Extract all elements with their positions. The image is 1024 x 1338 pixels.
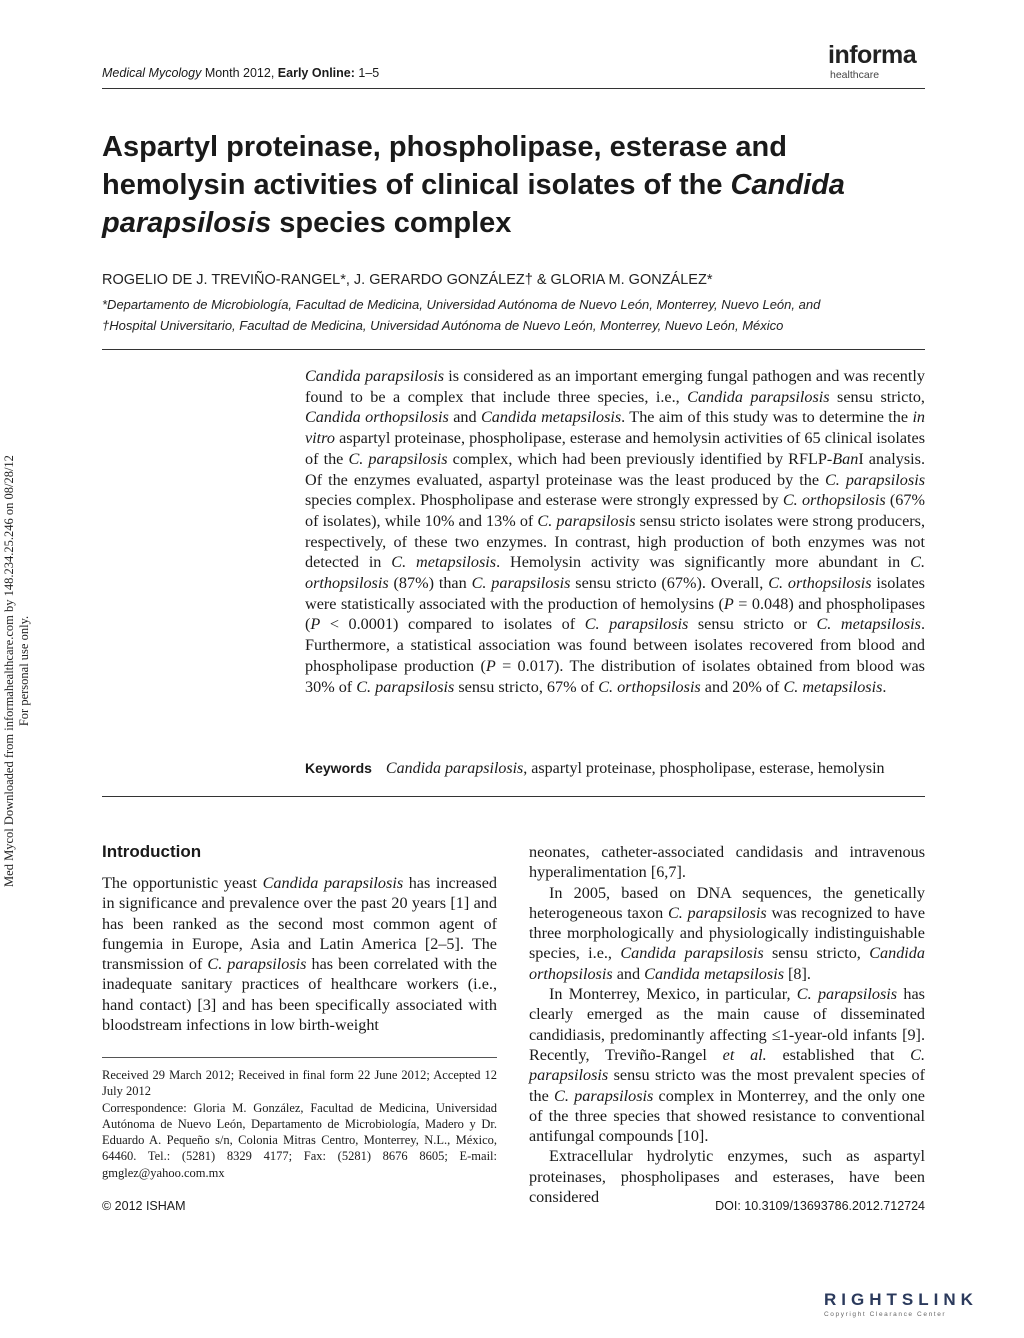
abstract-text: sensu stricto (67%). Overall, xyxy=(570,574,769,593)
journal-name: Medical Mycology xyxy=(102,66,202,80)
abstract-text: = 0.048) and phospholipases ( xyxy=(305,594,925,634)
keywords-label: Keywords xyxy=(305,760,372,776)
journal-issue: Month 2012, xyxy=(201,66,278,80)
intro-paragraph-italic: C. parapsilosis xyxy=(667,903,767,922)
publisher-logo-name: informa xyxy=(828,41,917,69)
intro-paragraph-text: sensu stricto was the most prevalent species of the xyxy=(529,1066,925,1105)
affiliation-1: *Departamento de Microbiología, Facultad de Medicina, Universidad Autónoma de Nuevo León, Monterrey, Nuevo León, and xyxy=(102,297,821,312)
keyword-italic: Candida parapsilosis xyxy=(385,760,524,777)
abstract-text: . Furthermore, a statistical association was found between isolates recovered from blood and phospholipase production ( xyxy=(305,615,926,675)
received-dates: Received 29 March 2012; Received in final form 22 June 2012; Accepted 12 July 2012 xyxy=(102,1068,497,1099)
abstract-divider xyxy=(102,796,925,797)
copyright: © 2012 ISHAM xyxy=(102,1199,186,1213)
abstract-italic: C. orthopsilosis xyxy=(782,491,886,510)
abstract-text: (87%) than xyxy=(388,574,472,593)
intro-left-column-text: has been correlated with the inadequate sanitary practices of healthcare workers (i.e., hand contact) [3] and has been specifically associated with bloodstream infections in low birth-weight xyxy=(102,955,497,1035)
abstract-text: complex, which had been previously identified by RFLP- xyxy=(447,449,833,468)
download-watermark xyxy=(2,436,32,906)
intro-paragraph-text: complex in Monterrey, and the only one of the three species that showed resistance to conventional antifungal compounds [10]. xyxy=(529,1086,925,1146)
correspondence: Correspondence: Gloria M. González, Facultad de Medicina, Universidad Autónoma de Nuevo León, Departamento de Microbiología, Madero y Dr. Eduardo A. Pequeño s/n, Colonia Mitras Centro, Monterrey, N.L., México, 64460. Tel.: (5281) 8329 4177; Fax: (5281) 8676 8605; E-mail: gmglez@yahoo.com.mx xyxy=(102,1100,497,1180)
title-species-italic: Candida parapsilosis xyxy=(102,169,845,239)
abstract-italic: in vitro xyxy=(305,408,926,448)
intro-left-column xyxy=(102,873,497,1035)
abstract-italic: C. orthopsilosis xyxy=(305,553,925,593)
watermark-line-1: Med Mycol Downloaded from informahealthcare.com by 148.234.25.246 on 08/28/12 xyxy=(2,455,16,887)
footnote xyxy=(102,1067,497,1181)
abstract-text: . Hemolysin activity was significantly more abundant in xyxy=(496,553,911,572)
rightslink-text: RIGHTSLINK xyxy=(824,1290,978,1309)
abstract-italic: P xyxy=(485,656,496,675)
affiliation-divider xyxy=(102,349,925,350)
intro-paragraph xyxy=(529,883,925,984)
abstract-text: sensu stricto or xyxy=(688,615,817,634)
intro-left-column-text: The opportunistic yeast xyxy=(102,874,263,892)
intro-left-column-italic: Candida parapsilosis xyxy=(262,874,404,892)
abstract-italic: C. metapsilosis xyxy=(391,553,497,572)
intro-paragraph-italic: et al. xyxy=(722,1045,767,1064)
intro-paragraph-text: and xyxy=(612,964,645,983)
abstract-text: sensu stricto isolates were strong producers, respectively, of these two enzymes. In contrast, high production of both enzymes was not detected in xyxy=(305,511,925,572)
watermark-line-2: For personal use only. xyxy=(17,615,31,727)
page-range: 1–5 xyxy=(354,66,380,80)
abstract-text: and 20% of xyxy=(700,677,784,696)
intro-paragraph-text: In Monterrey, Mexico, in particular, xyxy=(549,985,797,1004)
abstract-italic: Candida orthopsilosis xyxy=(305,408,449,427)
abstract-italic: C. parapsilosis xyxy=(471,574,571,593)
section-heading-introduction: Introduction xyxy=(102,842,202,861)
abstract-text: species complex. Phospholipase and esterase were strongly expressed by xyxy=(305,491,783,510)
keywords xyxy=(305,760,925,778)
intro-paragraph xyxy=(529,984,925,1146)
abstract-text: is considered as an important emerging fungal pathogen and was recently found to be a complex that include three species, i.e., xyxy=(305,367,925,406)
abstract-italic: C. parapsilosis xyxy=(825,470,925,489)
abstract-text: sensu stricto, 67% of xyxy=(454,677,599,696)
journal-header xyxy=(102,66,379,80)
abstract-text: aspartyl proteinase, phospholipase, esterase and hemolysin activities of 65 clinical isolates of the xyxy=(305,429,925,468)
abstract-text: I analysis. Of the enzymes evaluated, aspartyl proteinase was the least produced by the xyxy=(305,449,925,489)
intro-paragraph-italic: C. parapsilosis xyxy=(554,1086,654,1105)
title-text-1: Aspartyl proteinase, phospholipase, esterase and hemolysin activities of clinical isolates of the xyxy=(102,131,787,201)
intro-paragraph-text: Extracellular hydrolytic enzymes, such as aspartyl proteinases, phospholipases and esterases, have been considered xyxy=(529,1147,925,1207)
abstract-italic: C. parapsilosis xyxy=(356,677,455,696)
affiliation-2: †Hospital Universitario, Facultad de Medicina, Universidad Autónoma de Nuevo León, Monterrey, Nuevo León, México xyxy=(102,318,784,333)
abstract-italic: Candida metapsilosis xyxy=(480,408,622,427)
early-online-label: Early Online: xyxy=(277,66,355,80)
intro-paragraph-text: sensu stricto, xyxy=(763,944,870,963)
abstract-italic: C. orthopsilosis xyxy=(768,574,872,593)
intro-paragraph-italic: C. parapsilosis xyxy=(529,1045,925,1085)
intro-paragraph-italic: Candida metapsilosis xyxy=(644,964,784,983)
footnote-divider xyxy=(102,1057,497,1058)
intro-paragraph-text: established that xyxy=(766,1045,911,1064)
abstract-italic: C. parapsilosis xyxy=(537,511,636,530)
keywords-rest: , aspartyl proteinase, phospholipase, esterase, hemolysin xyxy=(523,760,885,777)
abstract-italic: C. parapsilosis xyxy=(348,449,448,468)
intro-paragraph-text: neonates, catheter-associated candidasis and intravenous hyperalimentation [6,7]. xyxy=(529,843,925,882)
intro-left-column-italic: C. parapsilosis xyxy=(207,955,307,974)
abstract-italic: Candida parapsilosis xyxy=(305,367,445,385)
abstract-text: sensu stricto, xyxy=(829,387,925,406)
publisher-logo-sub: healthcare xyxy=(830,69,880,81)
rightslink-subtext: Copyright Clearance Center xyxy=(824,1311,947,1318)
abstract-italic: Ban xyxy=(832,449,859,468)
abstract-italic: P xyxy=(723,594,734,613)
rightslink-logo[interactable] xyxy=(824,1290,1014,1322)
abstract-text: (67% of isolates), while 10% and 13% of xyxy=(305,491,925,530)
abstract-italic: Candida parapsilosis xyxy=(687,387,830,406)
abstract-italic: C. metapsilosis xyxy=(816,615,921,634)
abstract-text: < 0.0001) compared to isolates of xyxy=(320,615,585,634)
intro-paragraph-italic: Candida orthopsilosis xyxy=(529,944,925,983)
article-title xyxy=(102,128,902,242)
abstract-text: isolates were statistically associated with the production of hemolysins ( xyxy=(305,574,925,613)
author-list: ROGELIO DE J. TREVIÑO-RANGEL*, J. GERARDO GONZÁLEZ† & GLORIA M. GONZÁLEZ* xyxy=(102,272,713,288)
abstract-text: = 0.017). The distribution of isolates obtained from blood was 30% of xyxy=(305,656,925,696)
abstract-text: . The aim of this study was to determine the xyxy=(621,408,913,427)
abstract-text: and xyxy=(448,408,481,427)
intro-paragraph-text: [8]. xyxy=(784,964,811,983)
title-text-2: species complex xyxy=(271,207,512,239)
abstract-italic: C. metapsilosis xyxy=(783,677,883,696)
intro-left-column-text: has increased in significance and prevalence over the past 20 years [1] and has been ranked as the second most common agent of fungemia in Europe, Asia and Latin America [2–5]. The transmission of xyxy=(102,874,497,974)
abstract xyxy=(305,366,925,697)
intro-paragraph xyxy=(529,842,925,883)
intro-paragraph-italic: C. parapsilosis xyxy=(796,985,898,1004)
abstract-text: . xyxy=(882,677,887,696)
header-divider xyxy=(102,88,925,89)
abstract-italic: C. parapsilosis xyxy=(584,615,689,634)
intro-paragraph-italic: Candida parapsilosis xyxy=(620,944,764,963)
intro-right-column xyxy=(529,842,925,1207)
intro-paragraph-text: was recognized to have three morphologically and physiologically indistinguishable species, i.e., xyxy=(529,903,926,963)
abstract-italic: P xyxy=(310,615,321,634)
intro-paragraph-text: has clearly emerged as the main cause of disseminated candidiasis, predominantly affecting ≤1-year-old infants [9]. Recently, Treviño-Rangel xyxy=(529,985,925,1064)
intro-paragraph-text: In 2005, based on DNA sequences, the genetically heterogeneous taxon xyxy=(529,883,925,922)
abstract-italic: C. orthopsilosis xyxy=(598,677,701,696)
doi: DOI: 10.3109/13693786.2012.712724 xyxy=(715,1199,925,1213)
